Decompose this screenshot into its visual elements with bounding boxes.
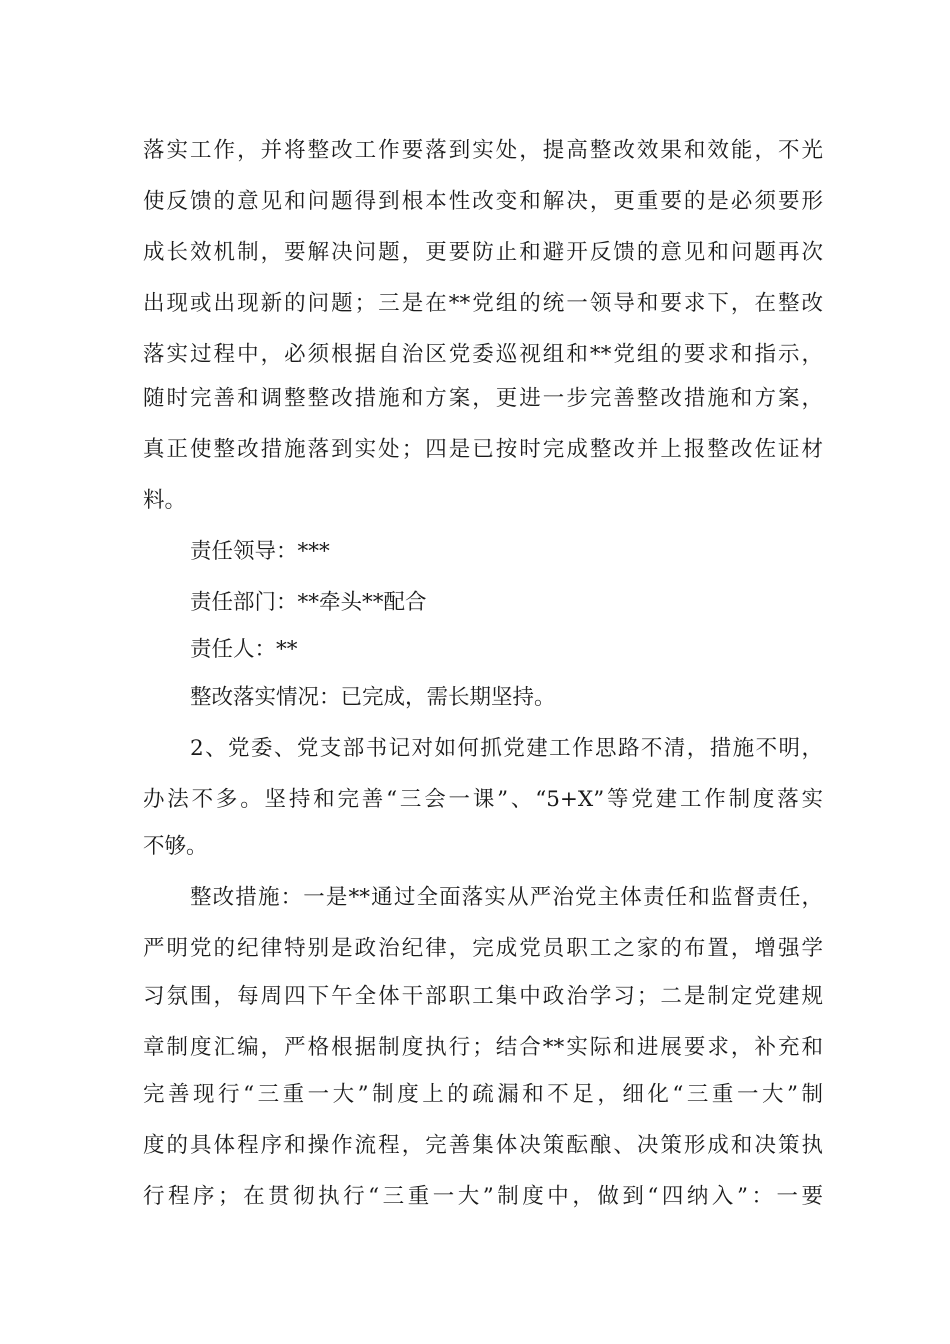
text-line: 落实工作，并将整改工作要落到实处，提高整改效果和效能，不光 — [143, 138, 823, 163]
text-line: 办法不多。坚持和完善“三会一课”、“5+X”等党建工作制度落实 — [143, 787, 823, 812]
text-line: 真正使整改措施落到实处；四是已按时完成整改并上报整改佐证材 — [143, 437, 823, 462]
responsible-leader: 责任领导：*** — [190, 539, 330, 564]
text-line: 度的具体程序和操作流程，完善集体决策酝酿、决策形成和决策执 — [143, 1133, 823, 1158]
text-line: 落实过程中，必须根据自治区党委巡视组和**党组的要求和指示， — [143, 342, 823, 367]
text-line: 随时完善和调整整改措施和方案，更进一步完善整改措施和方案， — [143, 386, 823, 411]
text-line: 成长效机制，要解决问题，更要防止和避开反馈的意见和问题再次 — [143, 240, 823, 265]
text-line: 整改措施：一是**通过全面落实从严治党主体责任和监督责任， — [190, 885, 823, 910]
text-line: 使反馈的意见和问题得到根本性改变和解决，更重要的是必须要形 — [143, 189, 823, 214]
text-line: 料。 — [143, 488, 187, 513]
text-line: 行程序；在贯彻执行“三重一大”制度中，做到“四纳入”：一要 — [143, 1184, 823, 1209]
text-line: 章制度汇编，严格根据制度执行；结合**实际和进展要求，补充和 — [143, 1035, 823, 1060]
text-line: 2、党委、党支部书记对如何抓党建工作思路不清，措施不明， — [190, 736, 823, 761]
text-line: 完善现行“三重一大”制度上的疏漏和不足，细化“三重一大”制 — [143, 1082, 823, 1107]
rectification-status: 整改落实情况：已完成，需长期坚持。 — [190, 685, 556, 710]
text-line: 习氛围，每周四下午全体干部职工集中政治学习；二是制定党建规 — [143, 984, 823, 1009]
responsible-person: 责任人：** — [190, 637, 298, 662]
responsible-department: 责任部门：**牵头**配合 — [190, 590, 427, 615]
text-line: 严明党的纪律特别是政治纪律，完成党员职工之家的布置，增强学 — [143, 936, 823, 961]
text-line: 出现或出现新的问题；三是在**党组的统一领导和要求下，在整改 — [143, 291, 823, 316]
text-line: 不够。 — [143, 834, 208, 859]
